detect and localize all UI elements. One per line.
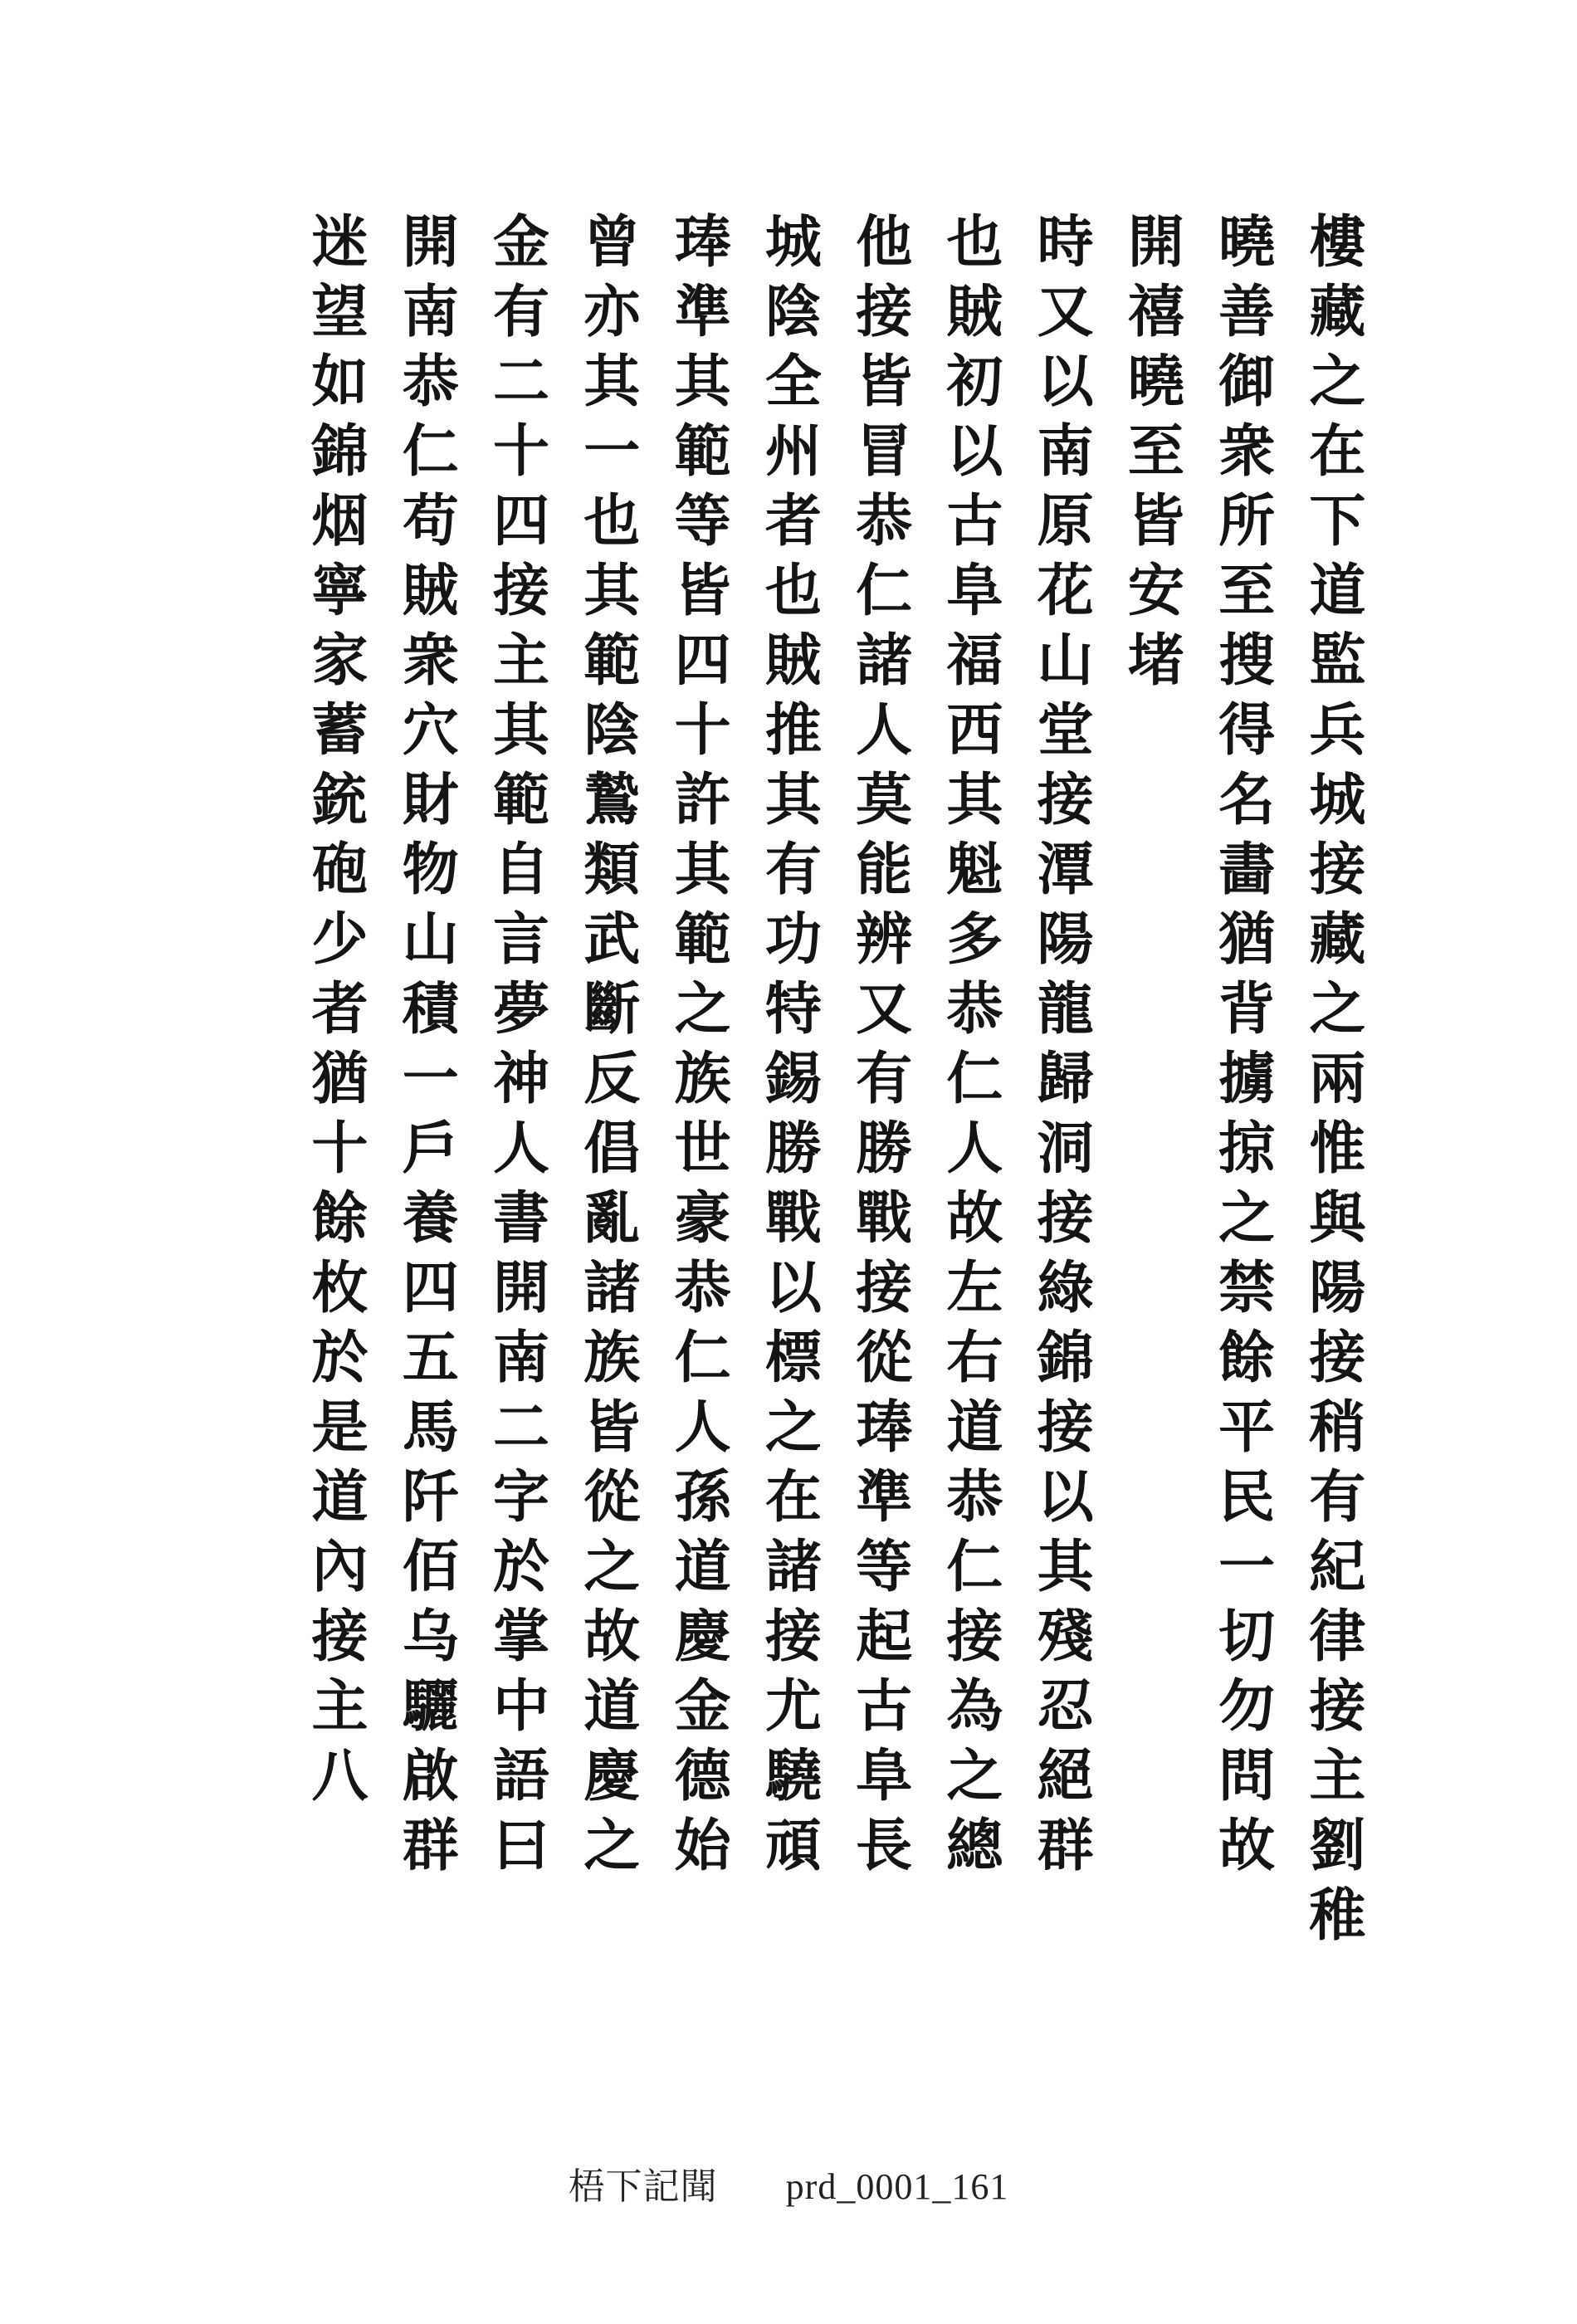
- text-column-2: 曉善御衆所至搜得名畵猶背擄掠之禁餘平民一切勿問故: [1208, 212, 1276, 1885]
- text-column-11: 開南恭仁苟賊衆穴財物山積一戶養四五馬阡佰乌驪啟群: [393, 212, 460, 1885]
- text-column-9: 曾亦其一也其範陰鷙類武斷反倡亂諸族皆從之故道慶之: [574, 212, 641, 1885]
- text-column-4: 時又以南原花山堂接潭陽龍歸洞接綠錦接以其殘忍絕群: [1028, 212, 1095, 1885]
- text-column-3: 開禧曉至皆安堵: [1118, 212, 1185, 700]
- book-title: 梧下記聞: [568, 2166, 718, 2207]
- text-column-1: 樓藏之在下道監兵城接藏之兩惟與陽接稍有紀律接主劉稚: [1299, 212, 1366, 1955]
- text-column-6: 他接皆冒恭仁諸人莫能辨又有勝戰接從琫準等起古阜長: [846, 212, 913, 1885]
- page-footer: [0, 2156, 1577, 2209]
- text-column-12: 迷望如錦烟寧家蓄銃砲少者猶十餘枚於是道內接主八: [302, 212, 369, 1815]
- text-column-8: 琫準其範等皆四十許其範之族世豪恭仁人孫道慶金德始: [665, 212, 732, 1885]
- vertical-text-block: [302, 212, 1366, 1955]
- page-identifier: prd_0001_161: [785, 2166, 1009, 2207]
- text-column-5: 也賊初以古阜福西其魁多恭仁人故左右道恭仁接為之總: [936, 212, 1003, 1885]
- text-column-7: 城陰全州者也賊推其有功特錫勝戰以標之在諸接尤驍頑: [755, 212, 823, 1885]
- text-column-10: 金有二十四接主其範自言夢神人書開南二字於掌中語曰: [483, 212, 550, 1885]
